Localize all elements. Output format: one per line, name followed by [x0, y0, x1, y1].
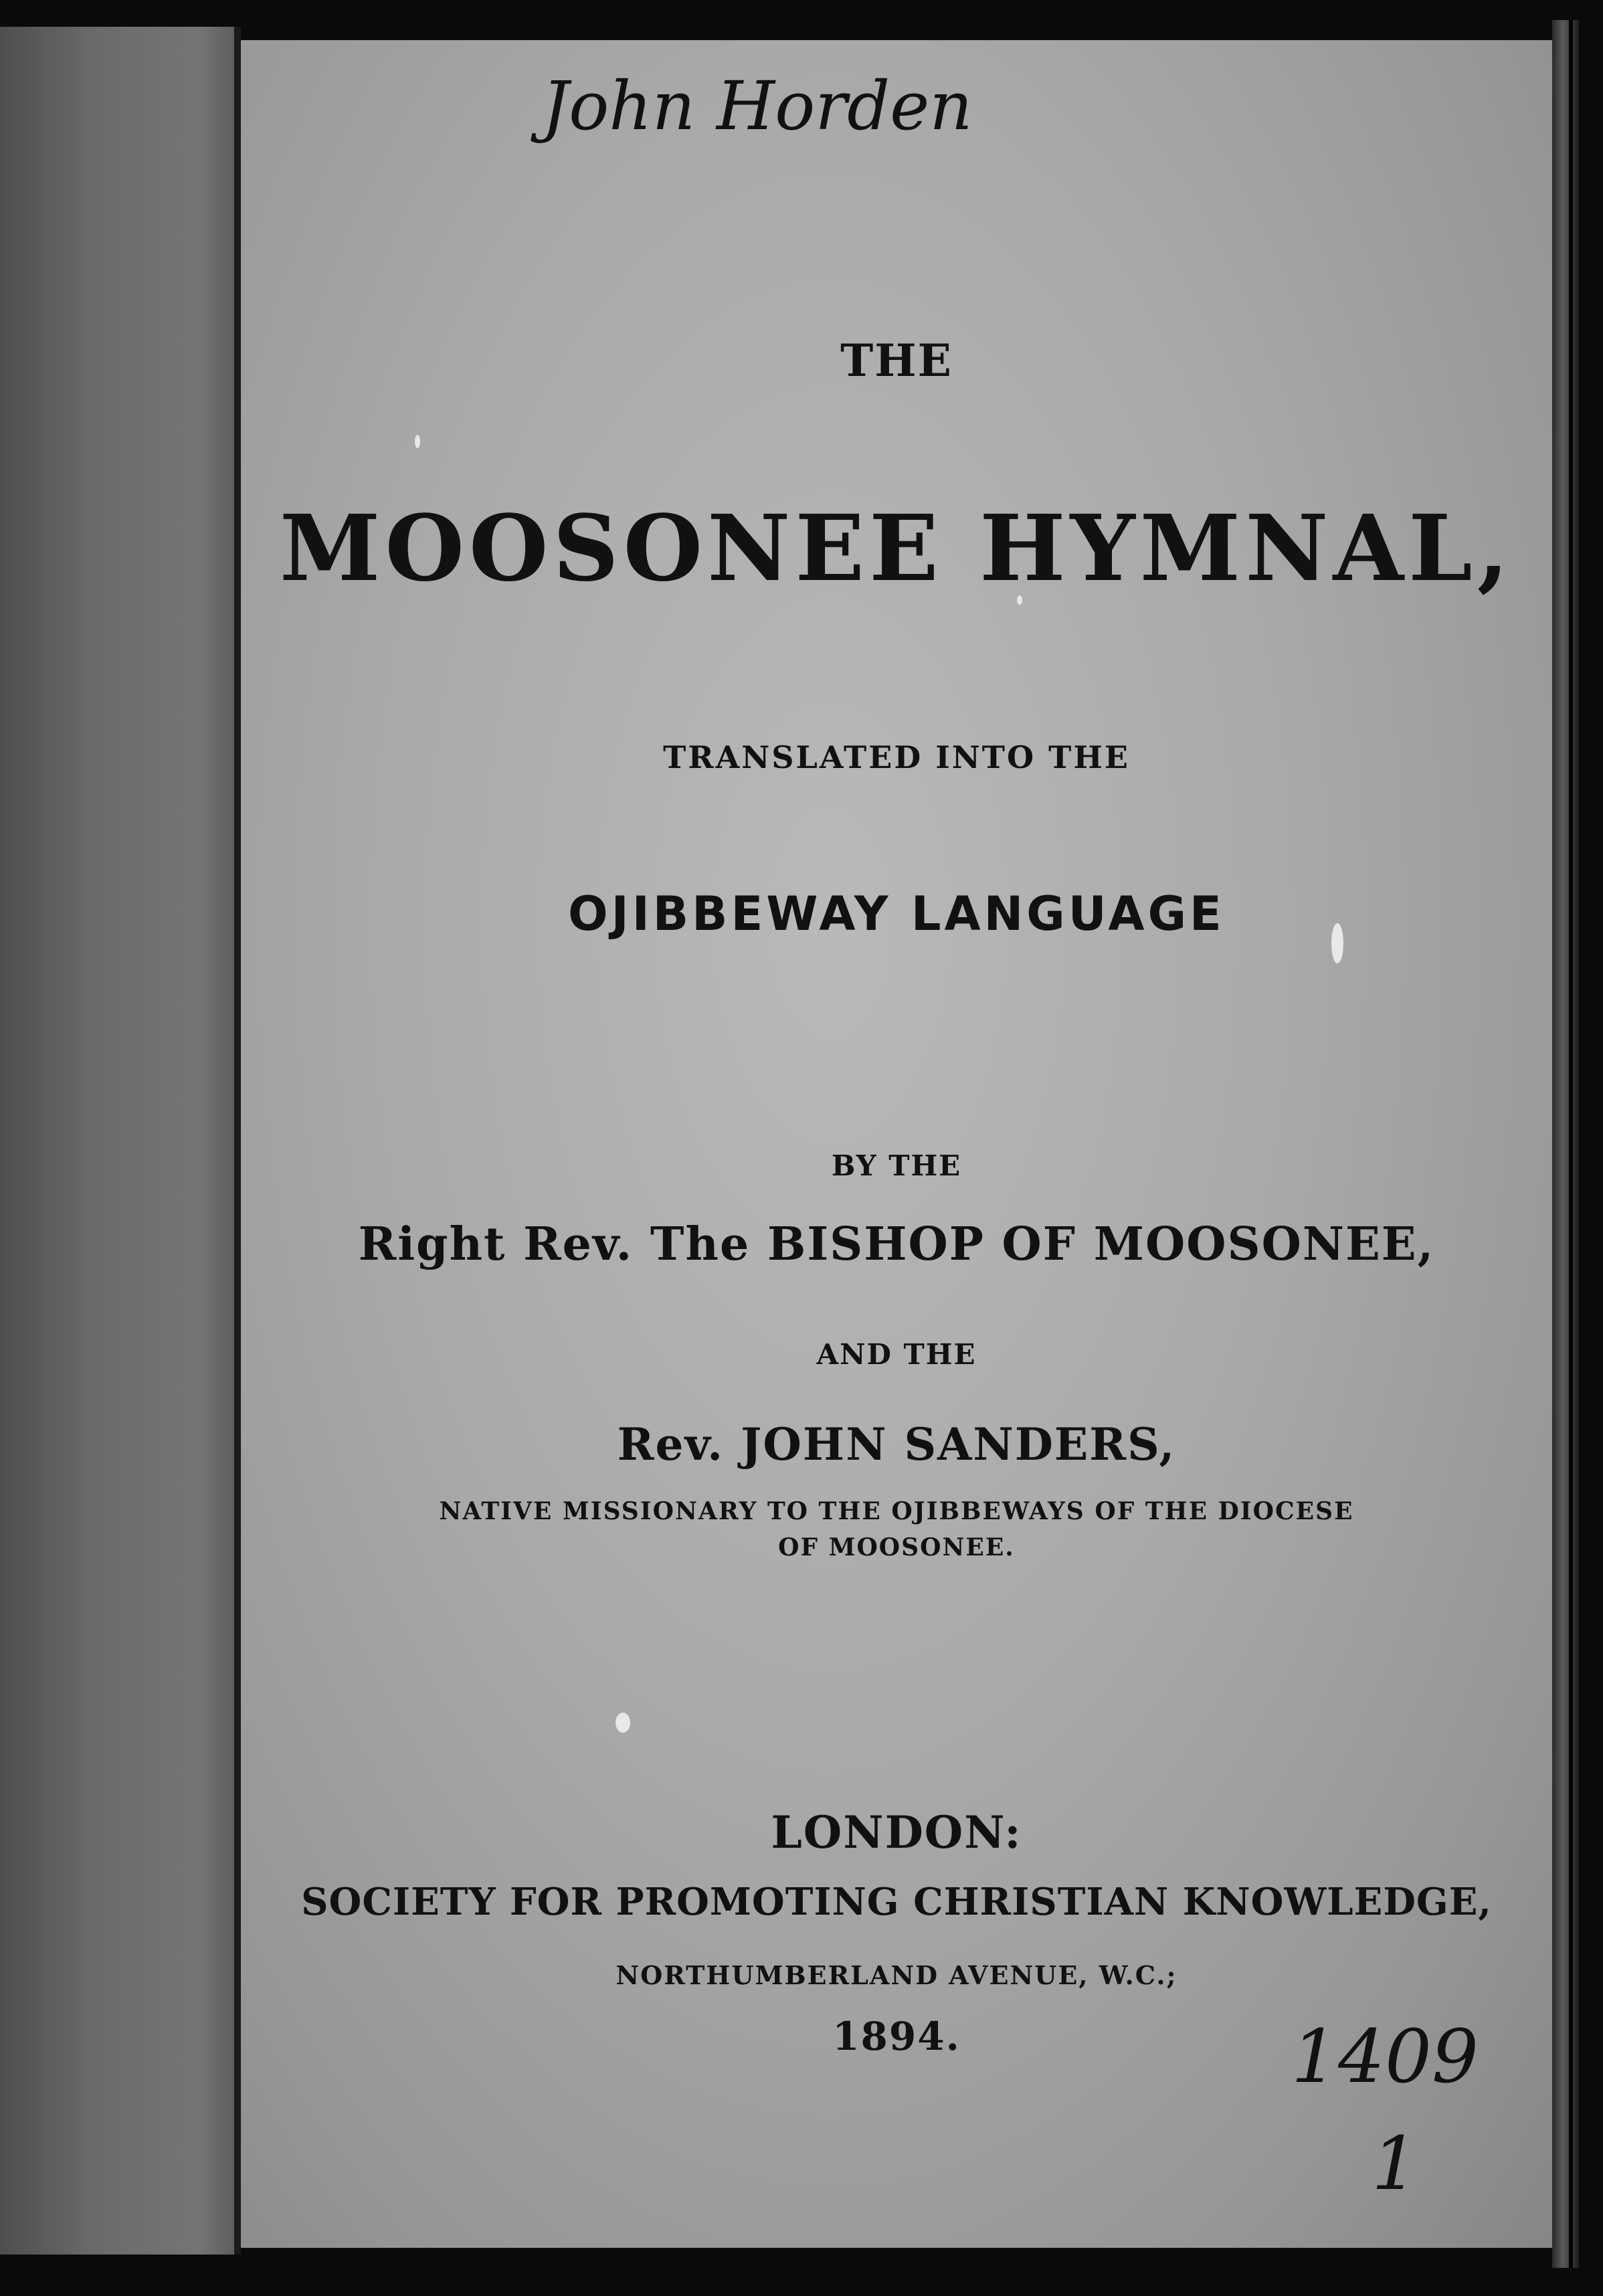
shelfmark-number: 1409 — [1291, 2014, 1479, 2099]
language-name: OJIBBEWAY LANGUAGE — [568, 886, 1225, 941]
title-page — [241, 40, 1552, 2248]
speck — [616, 1713, 630, 1733]
by-the: BY THE — [831, 1149, 962, 1182]
facing-leaf — [0, 27, 241, 2255]
imprint-publisher: SOCIETY FOR PROMOTING CHRISTIAN KNOWLEDGE, — [301, 1880, 1492, 1924]
page-fold-line — [1569, 20, 1573, 2268]
shelfmark-sub: 1 — [1372, 2121, 1418, 2206]
owner-inscription: John Horden — [542, 67, 973, 145]
imprint-year: 1894. — [832, 2014, 961, 2059]
title-article: THE — [840, 334, 953, 387]
author-description-line1: NATIVE MISSIONARY TO THE OJIBBEWAYS OF THE DIOCESE — [439, 1497, 1354, 1525]
page-edge — [1552, 20, 1579, 2268]
page-title: MOOSONEE HYMNAL, — [279, 495, 1514, 602]
translated-into: TRANSLATED INTO THE — [663, 739, 1130, 775]
author-bishop: Right Rev. The BISHOP OF MOOSONEE, — [358, 1218, 1435, 1271]
and-the: AND THE — [816, 1338, 977, 1371]
author-sanders: Rev. JOHN SANDERS, — [617, 1418, 1176, 1470]
imprint-address: NORTHUMBERLAND AVENUE, W.C.; — [616, 1960, 1177, 1990]
author-description-line2: OF MOOSONEE. — [778, 1533, 1015, 1561]
speck — [415, 435, 420, 448]
imprint-city: LONDON: — [771, 1806, 1022, 1858]
